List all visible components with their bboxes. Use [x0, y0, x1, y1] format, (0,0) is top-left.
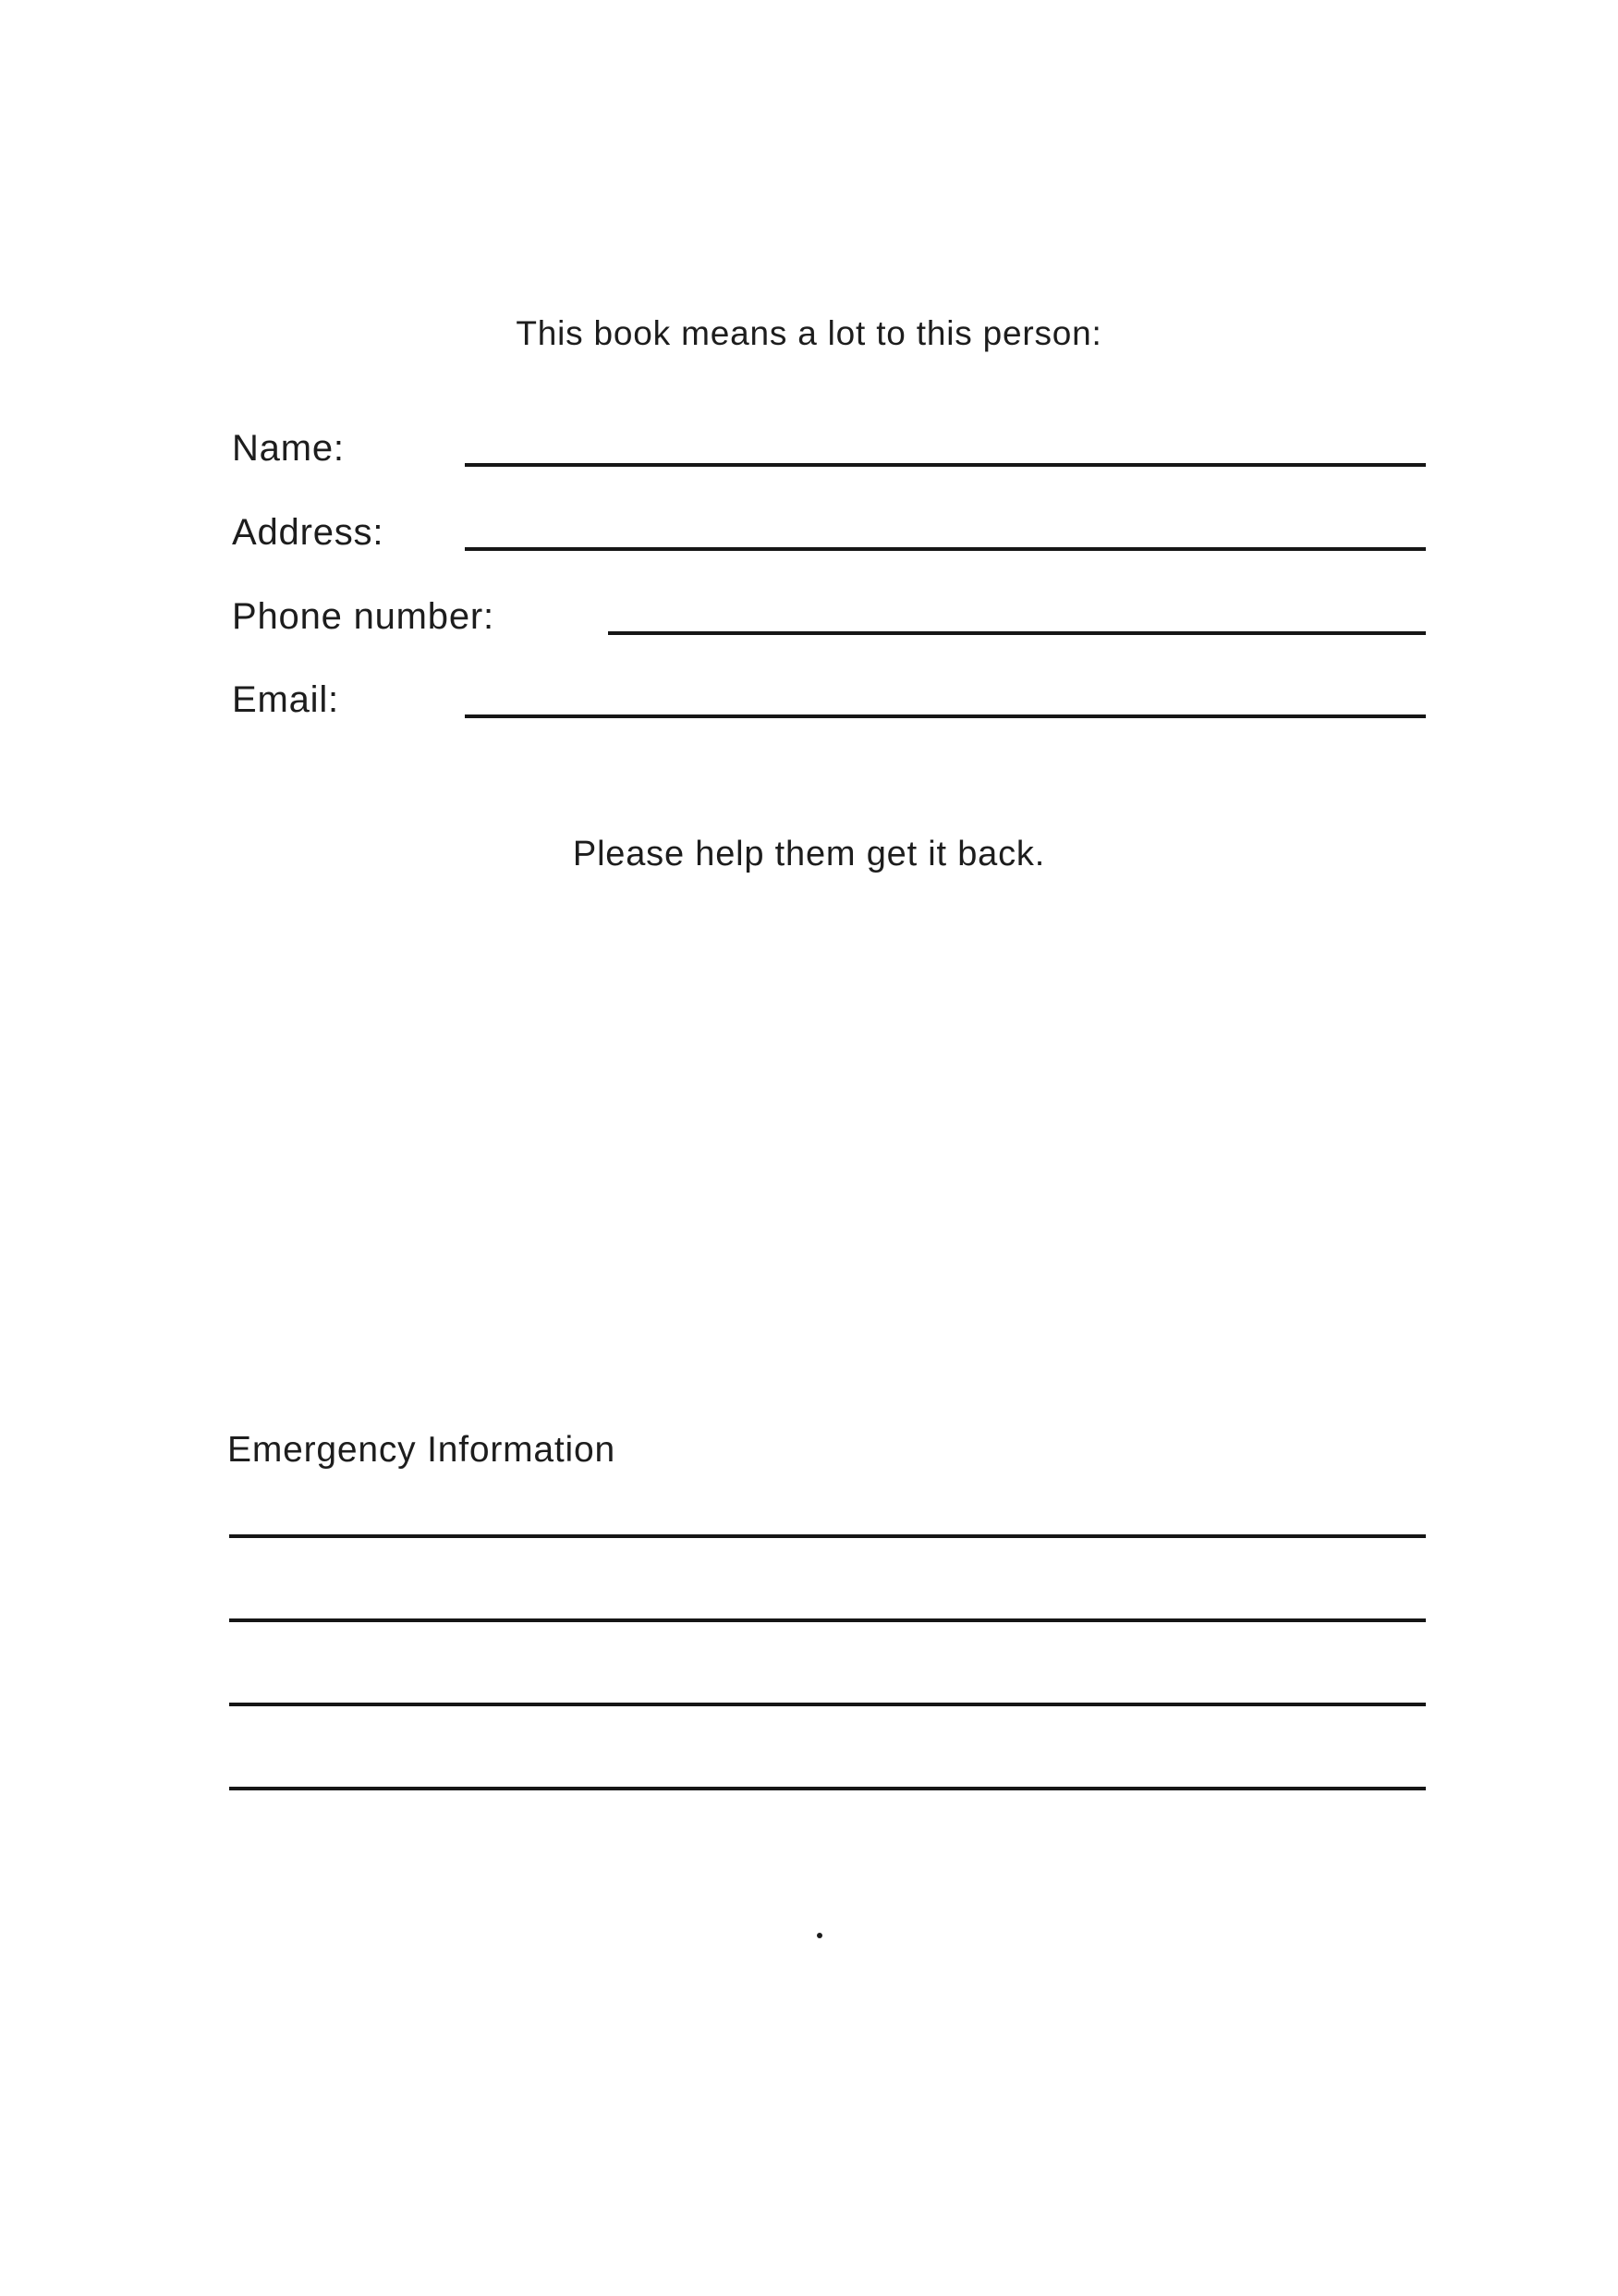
- email-field-label: Email:: [232, 679, 339, 720]
- emergency-fill-in-line: [229, 1534, 1426, 1538]
- return-request-note: Please help them get it back.: [572, 835, 1046, 873]
- emergency-fill-in-line: [229, 1703, 1426, 1706]
- address-field-label: Address:: [232, 512, 384, 553]
- page-title: This book means a lot to this person:: [516, 314, 1102, 352]
- name-fill-in-line: [465, 463, 1426, 467]
- phone-number-field-label: Phone number:: [232, 596, 494, 637]
- emergency-information-heading: Emergency Information: [227, 1430, 615, 1470]
- emergency-fill-in-line: [229, 1618, 1426, 1622]
- stray-period-mark: [817, 1933, 822, 1938]
- address-fill-in-line: [465, 547, 1426, 551]
- emergency-fill-in-line: [229, 1787, 1426, 1790]
- name-field-label: Name:: [232, 428, 345, 469]
- phone-number-fill-in-line: [608, 631, 1426, 635]
- email-fill-in-line: [465, 714, 1426, 718]
